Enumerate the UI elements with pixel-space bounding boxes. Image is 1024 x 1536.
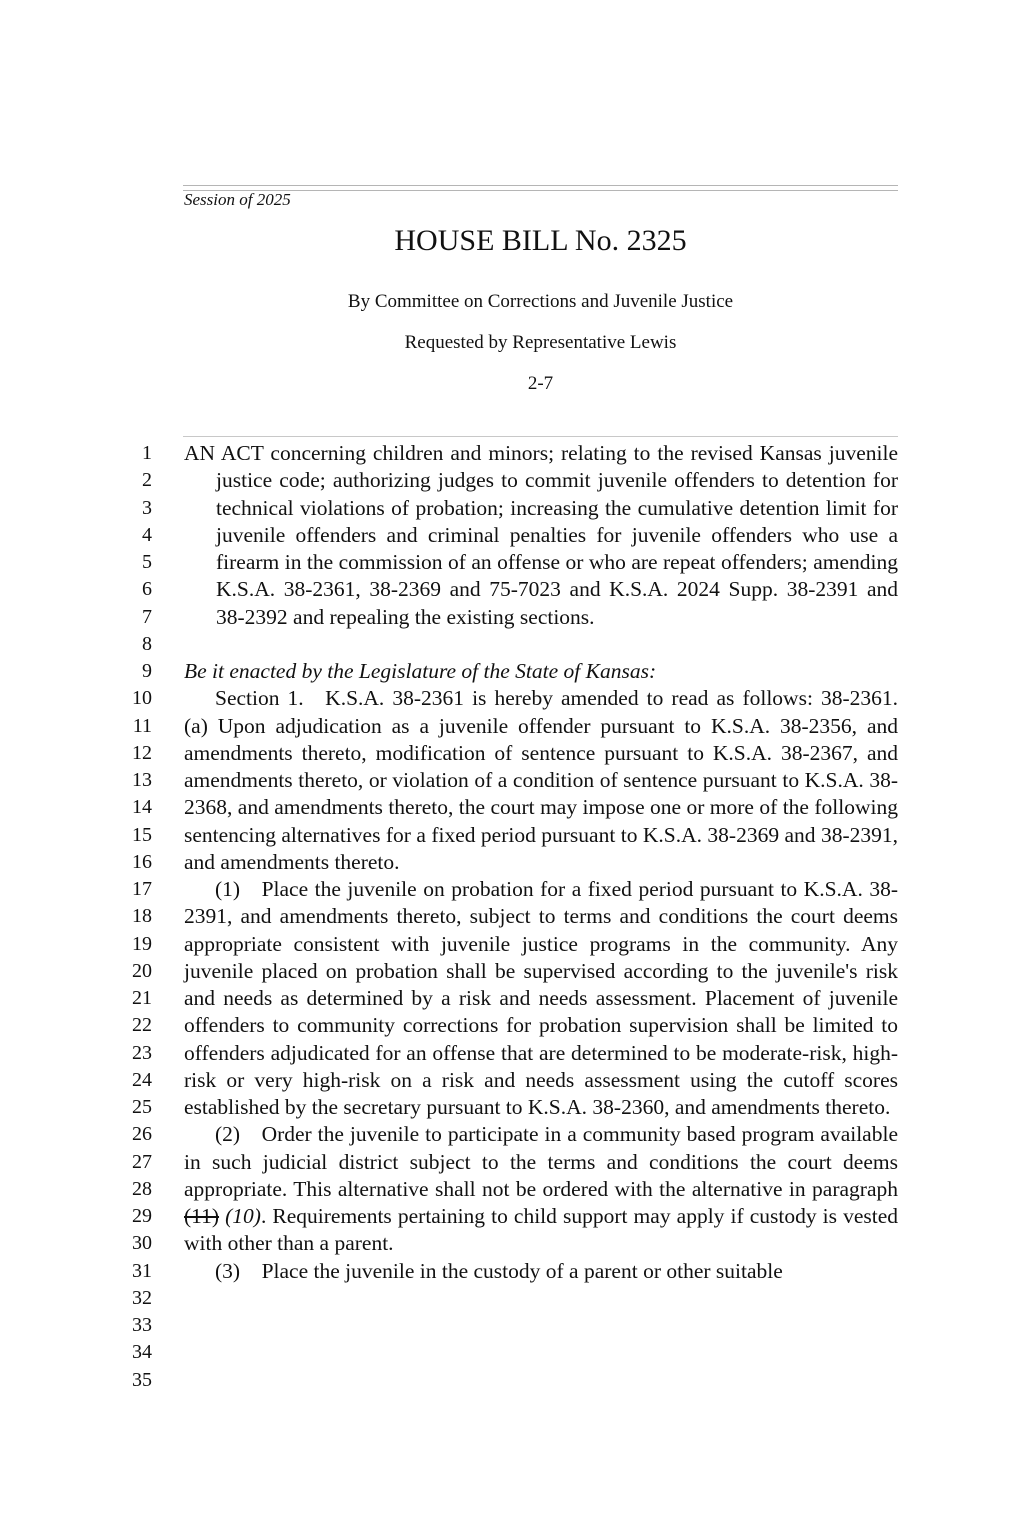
- struck-text: (11): [184, 1204, 220, 1228]
- line-number: 27: [132, 1150, 152, 1173]
- line-number: 26: [132, 1123, 152, 1146]
- session-label: Session of 2025: [184, 190, 291, 209]
- line-number: 19: [132, 932, 152, 955]
- line-number: 8: [142, 632, 152, 655]
- committee-line: By Committee on Corrections and Juvenile Justice: [347, 291, 734, 312]
- line-number: 17: [132, 878, 152, 900]
- line-number: 32: [132, 1286, 152, 1309]
- line-number: 28: [132, 1177, 152, 1200]
- line-number: 13: [132, 769, 152, 791]
- line-number: 20: [132, 959, 152, 982]
- paragraph-3: (3) Place the juvenile in the custody of a parent or other suitable: [215, 1258, 783, 1283]
- blank-line: [184, 631, 898, 658]
- line-number: 11: [132, 714, 152, 737]
- line-number: 31: [132, 1259, 152, 1282]
- inserted-text: (10): [225, 1204, 261, 1228]
- paragraph-2-text-end: . Requirements pertaining to child support may apply if custody is vested with other than a parent.: [184, 1204, 899, 1256]
- line-number: 14: [132, 796, 152, 819]
- line-number: 9: [142, 660, 152, 682]
- act-title: AN ACT concerning children and minors; relating to the revised Kansas juvenile justice code; authorizing judges to commit juvenile offenders to detention for technical violations of probation; increasing the cumulative detention limit for juvenile offenders and criminal penalties for juvenile offenders who use a firearm in the commission of an offense or who are repeat offenders; amending K.S.A. 38-2361, 38-2369 and 75-7023 and K.S.A. 2024 Supp. 38-2391 and 38-2392 and repealing the existing sections.: [184, 441, 898, 629]
- line-number: 21: [132, 987, 152, 1009]
- line-number-column: [104, 440, 152, 1394]
- line-number: 7: [142, 605, 152, 628]
- bill-title: HOUSE BILL No. 2325: [394, 224, 687, 257]
- line-number: 29: [132, 1205, 152, 1227]
- section-1: Section 1. K.S.A. 38-2361 is hereby amended to read as follows: 38-2361. (a) Upon adjudication as a juvenile offender pursuant to K.S.A. 38-2356, and amendments thereto, modification of sentence pursuant to K.S.A. 38-2367, and amendments thereto, or violation of a condition of sentence pursuant to K.S.A. 38-2368, and amendments thereto, the court may impose one or more of the following sentencing alternatives for a fixed period pursuant to K.S.A. 38-2369 and 38-2391, and amendments thereto.: [184, 686, 898, 874]
- line-number: 24: [132, 1068, 152, 1091]
- line-number: 16: [132, 850, 152, 873]
- paragraph-2: [184, 1121, 898, 1257]
- introduced-date: 2-7: [527, 373, 554, 394]
- paragraph-2-text: (2) Order the juvenile to participate in a community based program available in such judicial district subject to the terms and conditions the court deems appropriate. This alternative shall not be ordered with the alternative in paragraph: [184, 1122, 898, 1201]
- line-number: 2: [142, 469, 152, 492]
- line-number: 18: [132, 905, 152, 928]
- enacting-clause: Be it enacted by the Legislature of the State of Kansas:: [184, 659, 657, 683]
- line-number: 33: [132, 1314, 152, 1336]
- line-number: 23: [132, 1041, 152, 1064]
- requested-by-line: Requested by Representative Lewis: [404, 332, 677, 353]
- body-rule: [183, 436, 898, 437]
- line-number: 25: [132, 1096, 152, 1118]
- line-number: 30: [132, 1232, 152, 1255]
- line-number: 15: [132, 823, 152, 846]
- line-number: 35: [132, 1368, 152, 1391]
- line-number: 10: [132, 687, 152, 710]
- paragraph-1: (1) Place the juvenile on probation for a fixed period pursuant to K.S.A. 38-2391, and amendments thereto, subject to terms and conditions the court deems appropriate consistent with juvenile justice programs in the community. Any juvenile placed on probation shall be supervised according to the juvenile's risk and needs as determined by a risk and needs assessment. Placement of juvenile offenders to community corrections for probation supervision shall be limited to offenders adjudicated for an offense that are determined to be moderate-risk, high-risk or very high-risk on a risk and needs assessment using the cutoff scores established by the secretary pursuant to K.S.A. 38-2360, and amendments thereto.: [184, 877, 898, 1119]
- line-number: 3: [142, 496, 152, 519]
- line-number: 1: [142, 442, 152, 464]
- line-number: 12: [132, 741, 152, 764]
- line-number: 4: [142, 523, 152, 546]
- line-number: 5: [142, 551, 152, 573]
- line-number: 22: [132, 1014, 152, 1037]
- line-number: 34: [132, 1341, 152, 1364]
- line-number: 6: [142, 578, 152, 601]
- bill-body: [184, 440, 898, 1285]
